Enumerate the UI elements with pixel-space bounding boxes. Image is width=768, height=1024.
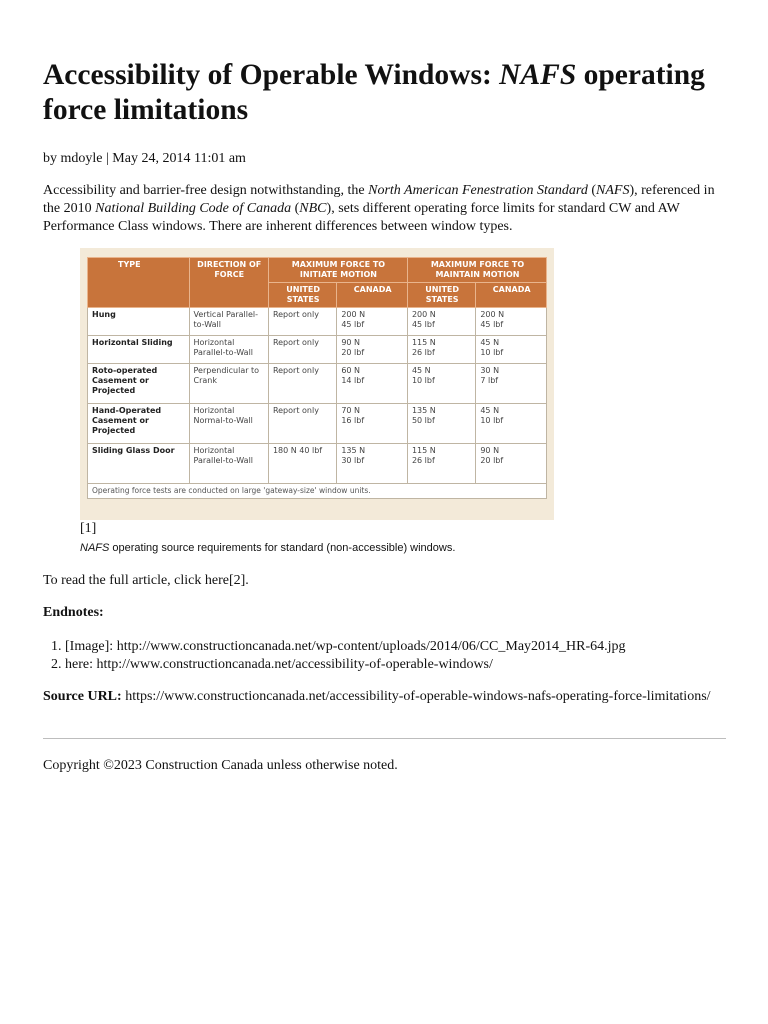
caption-text: operating source requirements for standard (non-accessible) windows. (109, 542, 456, 554)
cell-maint-us (407, 444, 475, 484)
endnote-item[interactable]: 1. [Image]: http://www.constructioncanada.net/wp-content/uploads/2014/06/CC_May2014_HR-64.jpg (65, 638, 725, 656)
header-maintain-us: UNITED STATES (407, 283, 475, 308)
cell-init-us: Report only (268, 308, 336, 336)
cell-value-lbf: 45 lbf (341, 320, 365, 329)
endnotes-heading: Endnotes: (43, 605, 104, 620)
table-footnote-row (88, 484, 547, 499)
cell-type: Horizontal Sliding (88, 336, 190, 364)
title-part1: Accessibility of Operable Windows: (43, 59, 500, 91)
cell-value-n: 60 N (341, 366, 361, 375)
figure-ref-link[interactable]: [1] (80, 521, 97, 536)
title-part2: operating force limitations (43, 59, 705, 126)
table-header-row (88, 258, 547, 283)
source-url (43, 688, 726, 706)
cell-direction: Vertical Parallel-to-Wall (189, 308, 268, 336)
cell-value-n: 115 N (411, 338, 436, 347)
cell-maint-ca (476, 364, 547, 404)
cell-value-n: 200 N (480, 310, 505, 319)
intro-text-3: ), referenced in the 2010 (43, 183, 715, 216)
force-table (87, 257, 547, 499)
table-row (88, 444, 547, 484)
read-more-link[interactable]: To read the full article, click here[2]. (43, 573, 249, 588)
cell-init-ca (337, 444, 408, 484)
table-row (88, 308, 547, 336)
intro-nbc-full: National Building Code of Canada (95, 201, 292, 216)
intro-text-2: ( (587, 183, 597, 198)
cell-type: Sliding Glass Door (88, 444, 190, 484)
table-row (88, 404, 547, 444)
cell-value-lbf: 30 lbf (341, 456, 365, 465)
copyright: Copyright ©2023 Construction Canada unless otherwise noted. (43, 758, 398, 773)
cell-value-n: 45 N (480, 338, 500, 347)
cell-direction: Horizontal Parallel-to-Wall (189, 336, 268, 364)
cell-value-n: 70 N (341, 406, 361, 415)
caption-nafs: NAFS (80, 542, 110, 554)
cell-type: Roto-operated Casement or Projected (88, 364, 190, 404)
cell-init-ca (337, 308, 408, 336)
figure-caption (80, 541, 455, 555)
cell-value-lbf: 50 lbf (411, 416, 435, 425)
cell-maint-ca (476, 444, 547, 484)
cell-maint-ca (476, 336, 547, 364)
cell-init-us: 180 N 40 lbf (268, 444, 336, 484)
cell-init-us: Report only (268, 364, 336, 404)
cell-value-n: 90 N (480, 446, 500, 455)
intro-text-5: ), sets different operating force limits for standard CW and AW Performance Class windows. There are inherent differences between window types. (43, 201, 680, 234)
cell-init-ca (337, 404, 408, 444)
cell-value-n: 135 N (411, 406, 436, 415)
title-italic: NAFS (499, 59, 577, 91)
byline: by mdoyle | May 24, 2014 11:01 am (43, 151, 246, 166)
figure-image[interactable] (80, 248, 554, 520)
intro-nafs: NAFS (596, 183, 630, 198)
intro-text-4: ( (291, 201, 300, 216)
cell-maint-us (407, 308, 475, 336)
cell-value-lbf: 26 lbf (411, 348, 435, 357)
cell-init-us: Report only (268, 404, 336, 444)
intro-nafs-full: North American Fenestration Standard (368, 183, 588, 198)
cell-type: Hand-Operated Casement or Projected (88, 404, 190, 444)
header-initiate-canada: CANADA (337, 283, 408, 308)
cell-direction: Perpendicular to Crank (189, 364, 268, 404)
cell-init-ca (337, 364, 408, 404)
cell-value-n: 45 N (411, 366, 431, 375)
cell-value-lbf: 10 lbf (480, 416, 504, 425)
cell-value-n: 200 N (341, 310, 366, 319)
cell-maint-ca (476, 404, 547, 444)
cell-value-lbf: 14 lbf (341, 376, 365, 385)
cell-direction: Horizontal Parallel-to-Wall (189, 444, 268, 484)
cell-type: Hung (88, 308, 190, 336)
header-initiate: MAXIMUM FORCE TO INITIATE MOTION (268, 258, 407, 283)
cell-value-n: 45 N (480, 406, 500, 415)
header-maintain: MAXIMUM FORCE TO MAINTAIN MOTION (407, 258, 546, 283)
table-row (88, 336, 547, 364)
cell-value-lbf: 7 lbf (480, 376, 499, 385)
cell-value-lbf: 16 lbf (341, 416, 365, 425)
cell-value-lbf: 10 lbf (411, 376, 435, 385)
page-title (43, 58, 733, 128)
cell-value-n: 200 N (411, 310, 436, 319)
source-link[interactable]: https://www.constructioncanada.net/accessibility-of-operable-windows-nafs-operating-force-limitations/ (121, 689, 711, 704)
cell-maint-us (407, 364, 475, 404)
intro-nbc: NBC (299, 201, 327, 216)
divider (43, 738, 726, 739)
cell-value-lbf: 45 lbf (411, 320, 435, 329)
cell-value-lbf: 20 lbf (341, 348, 365, 357)
table-footnote: Operating force tests are conducted on large 'gateway-size' window units. (88, 484, 547, 499)
cell-init-us: Report only (268, 336, 336, 364)
source-label: Source URL: (43, 689, 122, 704)
cell-maint-us (407, 336, 475, 364)
cell-maint-ca (476, 308, 547, 336)
cell-value-lbf: 10 lbf (480, 348, 504, 357)
header-maintain-canada: CANADA (476, 283, 547, 308)
intro-text-1: Accessibility and barrier-free design notwithstanding, the (43, 183, 369, 198)
table-row (88, 364, 547, 404)
cell-value-n: 115 N (411, 446, 436, 455)
cell-value-n: 30 N (480, 366, 500, 375)
cell-direction: Horizontal Normal-to-Wall (189, 404, 268, 444)
header-direction: DIRECTION OF FORCE (189, 258, 268, 308)
cell-value-lbf: 20 lbf (480, 456, 504, 465)
cell-maint-us (407, 404, 475, 444)
cell-value-n: 135 N (341, 446, 366, 455)
cell-init-ca (337, 336, 408, 364)
cell-value-lbf: 26 lbf (411, 456, 435, 465)
intro-paragraph (43, 182, 726, 236)
header-type: TYPE (88, 258, 190, 308)
cell-value-n: 90 N (341, 338, 361, 347)
header-initiate-us: UNITED STATES (268, 283, 336, 308)
endnote-item[interactable]: 2. here: http://www.constructioncanada.net/accessibility-of-operable-windows/ (65, 656, 725, 674)
cell-value-lbf: 45 lbf (480, 320, 504, 329)
endnotes-list (43, 638, 725, 674)
